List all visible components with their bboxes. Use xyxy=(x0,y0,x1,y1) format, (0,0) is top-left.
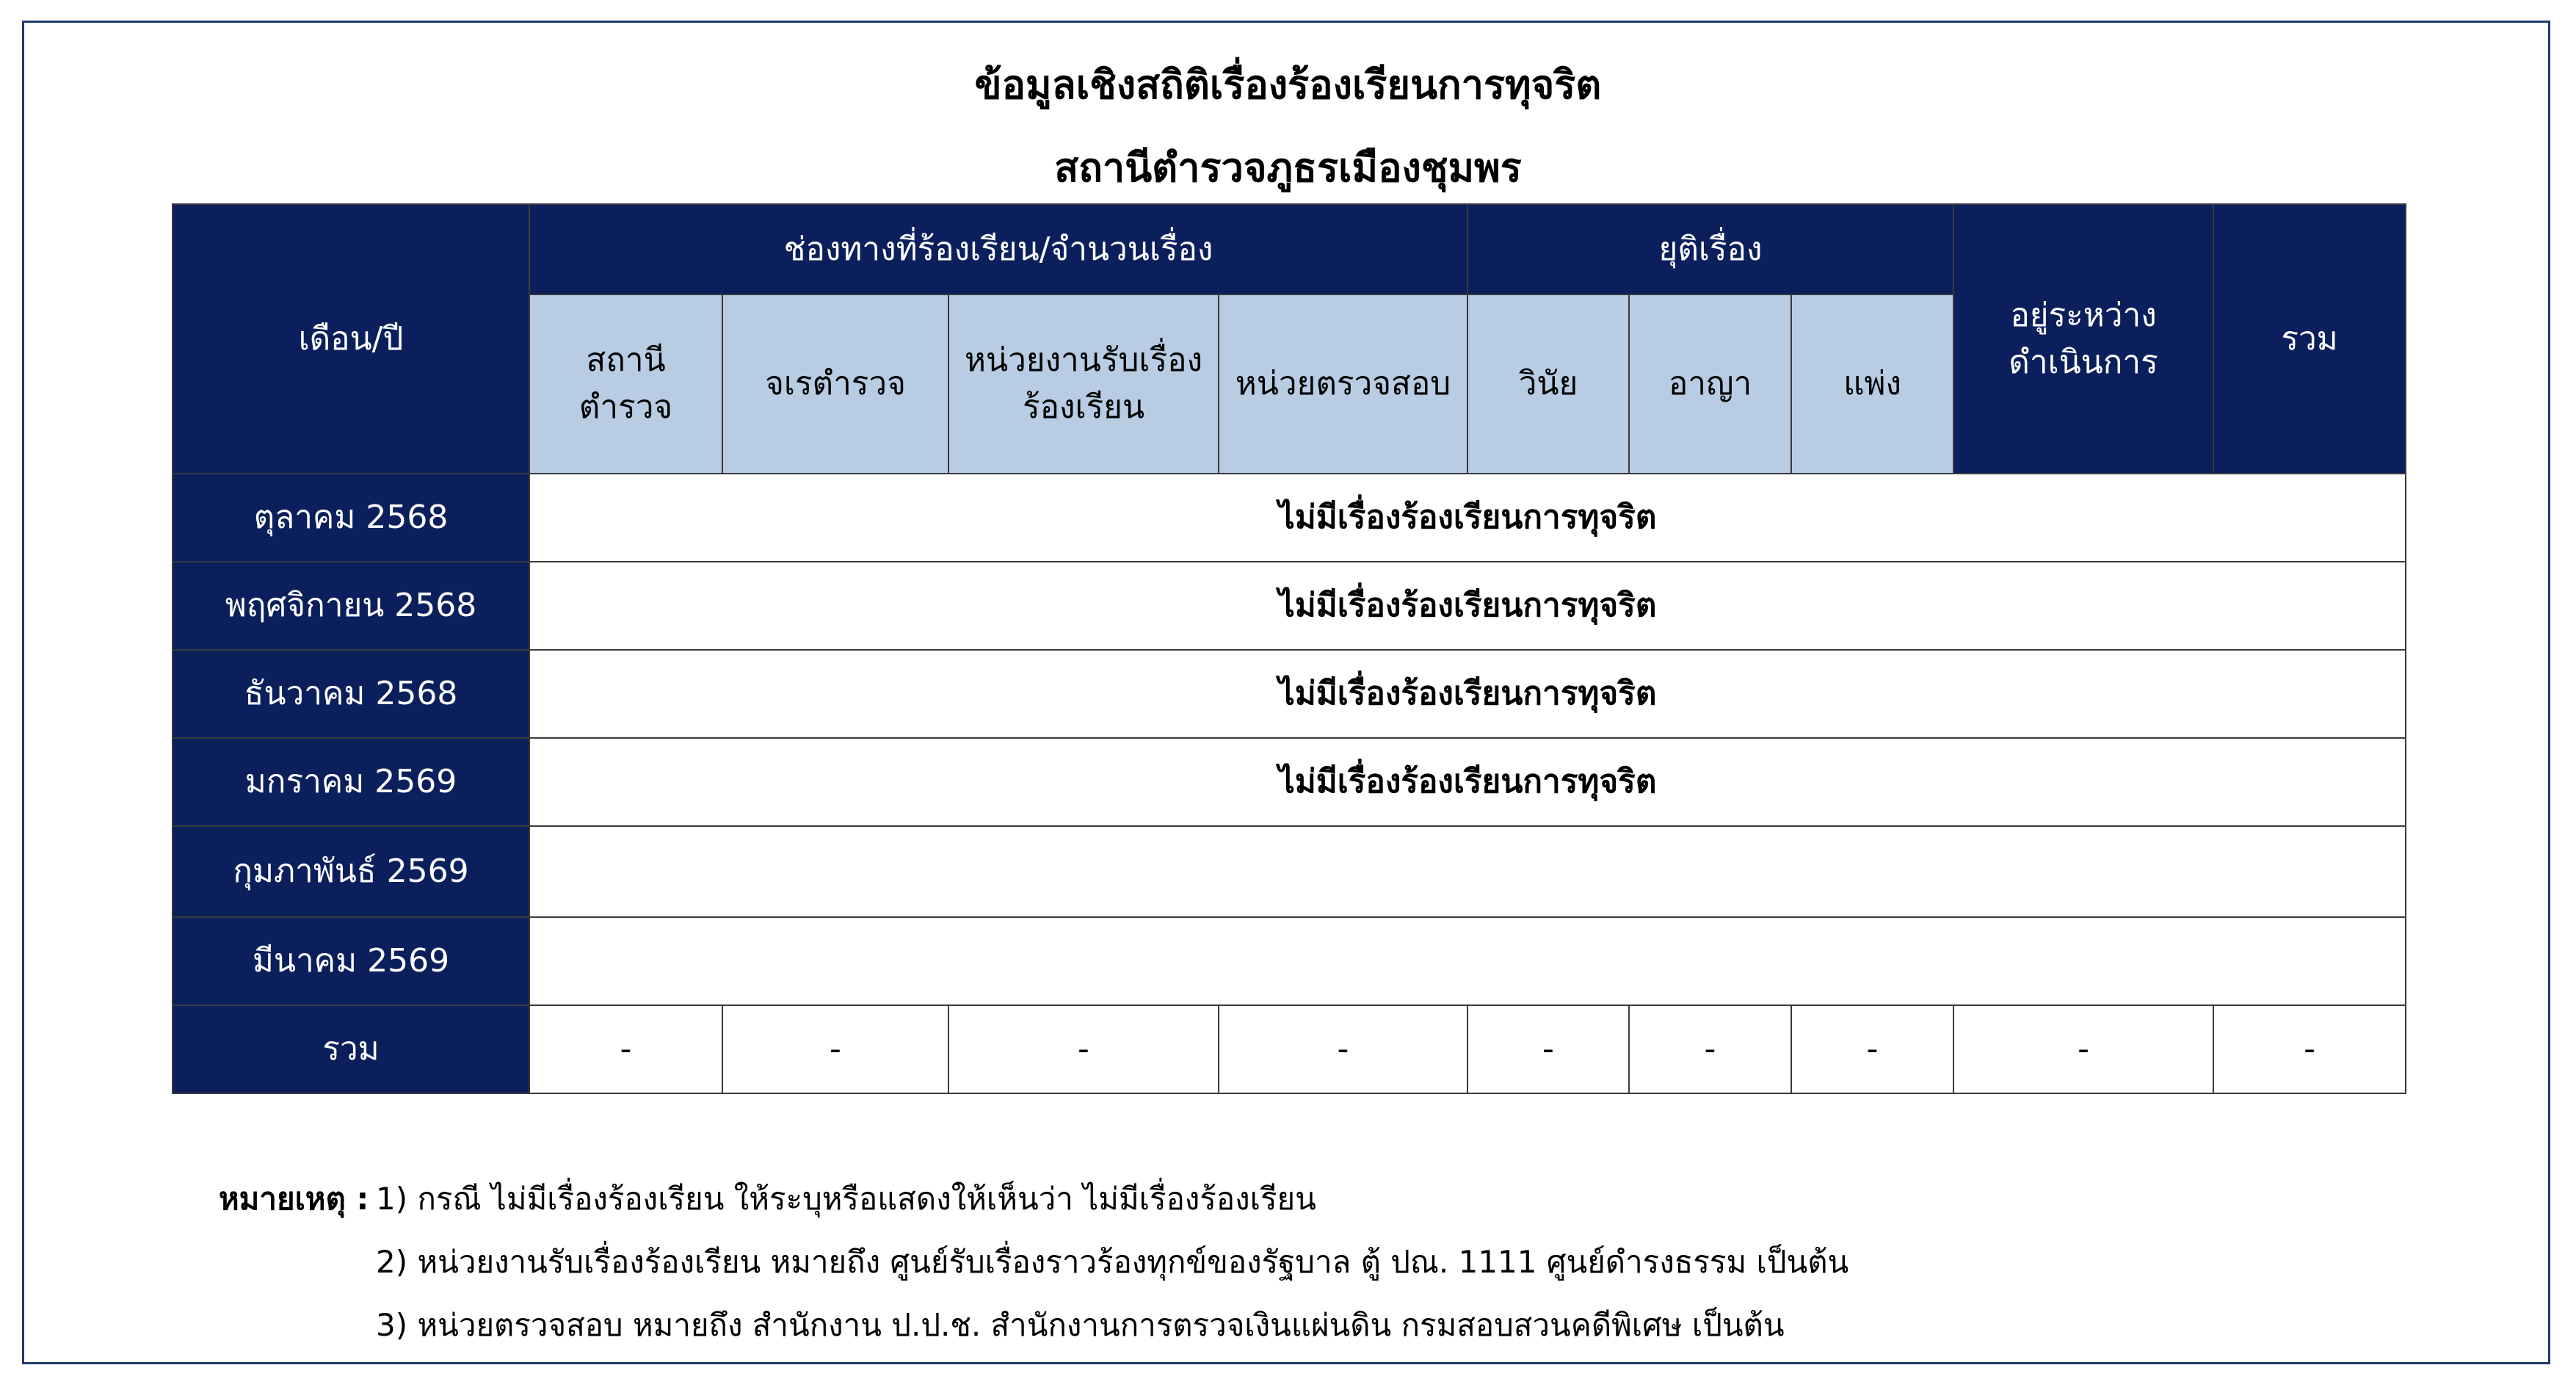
note-item: 2) หน่วยงานรับเรื่องร้องเรียน หมายถึง ศูนย์รับเรื่องราวร้องทุกข์ของรัฐบาล ตู้ ปณ. 1111 ศูนย์ดำรงธรรม เป็นต้น xyxy=(376,1244,1849,1280)
table-row xyxy=(173,650,2406,738)
note-item: 1) กรณี ไม่มีเรื่องร้องเรียน ให้ระบุหรือแสดงให้เห็นว่า ไม่มีเรื่องร้องเรียน xyxy=(376,1181,1316,1217)
total-cell: - xyxy=(1791,1005,1953,1093)
statistics-table xyxy=(172,203,2406,1094)
note-item: 3) หน่วยตรวจสอบ หมายถึง สำนักงาน ป.ป.ช. สำนักงานการตรวจเงินแผ่นดิน กรมสอบสวนคดีพิเศษ เป็นต้น xyxy=(376,1307,1785,1343)
row-month: กุมภาพันธ์ 2569 xyxy=(173,826,529,917)
header-channels-group: ช่องทางที่ร้องเรียน/จำนวนเรื่อง xyxy=(529,204,1467,294)
header-channel-audit-agency: หน่วยตรวจสอบ xyxy=(1219,294,1467,474)
table-row xyxy=(173,474,2406,562)
header-closed-disciplinary: วินัย xyxy=(1467,294,1629,474)
header-channel-complaint-agency: หน่วยงานรับเรื่อง ร้องเรียน xyxy=(948,294,1219,474)
table-row xyxy=(173,917,2406,1005)
total-row xyxy=(173,1005,2406,1093)
row-message: ไม่มีเรื่องร้องเรียนการทุจริต xyxy=(529,562,2406,650)
row-message xyxy=(529,917,2406,1005)
total-cell: - xyxy=(529,1005,722,1093)
header-total: รวม xyxy=(2213,204,2406,474)
row-month: ธันวาคม 2568 xyxy=(173,650,529,738)
header-channel-police-station: สถานี ตำรวจ xyxy=(529,294,722,474)
header-in-progress: อยู่ระหว่าง ดำเนินการ xyxy=(1953,204,2213,474)
table-row xyxy=(173,826,2406,917)
page-subtitle: สถานีตำรวจภูธรเมืองชุมพร xyxy=(1054,145,1522,191)
header-channel-police-inspector: จเรตำรวจ xyxy=(722,294,948,474)
total-cell: - xyxy=(1953,1005,2213,1093)
row-month: มีนาคม 2569 xyxy=(173,917,529,1005)
page-title: ข้อมูลเชิงสถิติเรื่องร้องเรียนการทุจริต xyxy=(974,62,1602,108)
row-month: มกราคม 2569 xyxy=(173,738,529,826)
total-cell: - xyxy=(722,1005,948,1093)
row-message: ไม่มีเรื่องร้องเรียนการทุจริต xyxy=(529,650,2406,738)
header-month-year: เดือน/ปี xyxy=(173,204,529,474)
row-month: ตุลาคม 2568 xyxy=(173,474,529,562)
row-month: พฤศจิกายน 2568 xyxy=(173,562,529,650)
header-closed-civil: แพ่ง xyxy=(1791,294,1953,474)
header-closed-group: ยุติเรื่อง xyxy=(1467,204,1953,294)
total-cell: - xyxy=(1467,1005,1629,1093)
header-closed-criminal: อาญา xyxy=(1629,294,1791,474)
table-row xyxy=(173,738,2406,826)
total-cell: - xyxy=(1219,1005,1467,1093)
total-cell: - xyxy=(948,1005,1219,1093)
notes xyxy=(219,1168,1848,1357)
row-message: ไม่มีเรื่องร้องเรียนการทุจริต xyxy=(529,738,2406,826)
row-message xyxy=(529,826,2406,917)
total-row-label: รวม xyxy=(173,1005,529,1093)
total-cell: - xyxy=(2213,1005,2406,1093)
total-cell: - xyxy=(1629,1005,1791,1093)
notes-label: หมายเหตุ : xyxy=(219,1181,369,1217)
table-row xyxy=(173,562,2406,650)
row-message: ไม่มีเรื่องร้องเรียนการทุจริต xyxy=(529,474,2406,562)
